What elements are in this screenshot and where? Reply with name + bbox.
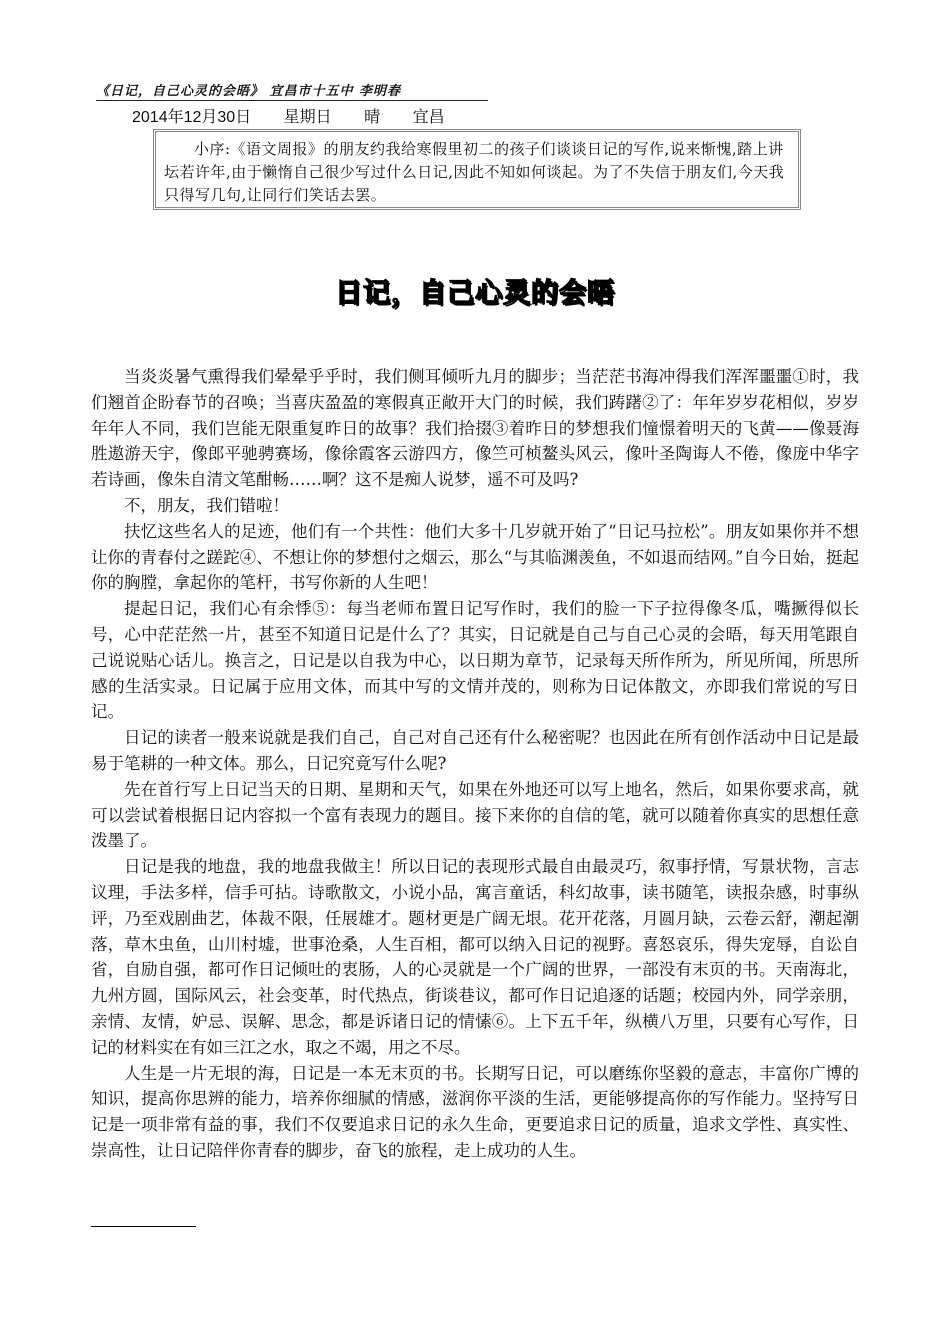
paragraph: 提起日记，我们心有余悸⑤：每当老师布置日记写作时，我们的脸一下子拉得像冬瓜，嘴撅得似长号，心中茫茫然一片，甚至不知道日记是什么了？其实，日记就是自己与自己心灵的会晤，每天用笔跟自己说说贴心话儿。换言之，日记是以自我为中心，以日期为章节，记录每天所作所为，所见所闻，所思所感的生活实录。日记属于应用文体，而其中写的文情并茂的，则称为日记体散文，亦即我们常说的写日记。 [91,599,859,722]
article-body [91,364,859,1164]
dateline [132,104,473,127]
paragraph: 不，朋友，我们错啦！ [124,495,289,515]
weather-text: 晴 [364,109,381,126]
weekday-text: 星期日 [283,109,332,126]
preface-box [153,129,801,210]
paragraph: 日记的读者一般来说就是我们自己，自己对自己还有什么秘密呢？也因此在所有创作活动中日记是最易于笔耕的一种文体。那么，日记究竟写什么呢? [91,728,859,773]
footnote-divider [91,1226,196,1227]
paragraph: 扶忆这些名人的足迹，他们有一个共性：他们大多十几岁就开始了“日记马拉松”。朋友如果你并不想让你的青春付之蹉跎④、不想让你的梦想付之烟云，那么“与其临渊羡鱼，不如退而结网。”自今日始，挺起你的胸膛，拿起你的笔杆，书写你新的人生吧！ [91,521,859,593]
date-text: 2014年12月30日 [132,109,252,126]
header-byline: 《日记，自己心灵的会晤》 宜昌市十五中 李明春 [96,80,488,101]
paragraph: 人生是一片无垠的海，日记是一本无末页的书。长期写日记，可以磨练你坚毅的意志，丰富你广博的知识，提高你思辨的能力，培养你细腻的情感，滋润你平淡的生活，更能够提高你的写作能力。坚持写日记是一项非常有益的事，我们不仅要追求日记的永久生命，更要追求日记的质量，追求文学性、真实性、崇高性，让日记陪伴你青春的脚步，奋飞的旅程，走上成功的人生。 [91,1063,859,1160]
preface-text: 小序:《语文周报》的朋友约我给寒假里初二的孩子们谈谈日记的写作,说来惭愧,踏上讲坛若许年,由于懒惰自己很少写过什么日记,因此不知如何谈起。为了不失信于朋友们,今天我只得写几句,让同行们笑话去罢。 [164,140,785,204]
article-title: 日记，自己心灵的会晤 [335,278,615,309]
place-text: 宜昌 [412,109,445,126]
paragraph: 日记是我的地盘，我的地盘我做主！所以日记的表现形式最自由最灵巧，叙事抒情，写景状物，言志议理，手法多样，信手可拈。诗歌散文，小说小品，寓言童话，科幻故事，读书随笔，读报杂感，时事纵评，乃至戏剧曲艺，体裁不限，任展雄才。题材更是广阔无垠。花开花落，月圆月缺，云卷云舒，潮起潮落，草木虫鱼，山川村墟，世事沧桑，人生百相，都可以纳入日记的视野。喜怒哀乐，得失宠辱，自讼自省，自励自强，都可作日记倾吐的衷肠，人的心灵就是一个广阔的世界，一部没有末页的书。天南海北，九州方圆，国际风云，社会变革，时代热点，街谈巷议，都可作日记追逐的话题；校园内外，同学亲朋，亲情、友情，妒忌、误解、思念，都是诉诸日记的情愫⑥。上下五千年，纵横八万里，只要有心写作，日记的材料实在有如三江之水，取之不竭，用之不尽。 [91,857,859,1057]
paragraph: 先在首行写上日记当天的日期、星期和天气，如果在外地还可以写上地名，然后，如果你要求高，就可以尝试着根据日记内容拟一个富有表现力的题目。接下来你的自信的笔，就可以随着你真实的思想任意泼墨了。 [91,779,859,851]
paragraph: 当炎炎暑气熏得我们晕晕乎乎时，我们侧耳倾听九月的脚步；当茫茫书海冲得我们浑浑噩噩①时，我们翘首企盼春节的召唤；当喜庆盈盈的寒假真正敞开大门的时候，我们踌躇②了：年年岁岁花相似，岁岁年年人不同，我们岂能无限重复昨日的故事？我们拾掇③着昨日的梦想我们憧憬着明天的飞黄——像聂海胜遨游天宇，像郎平驰骋赛场，像徐霞客云游四方，像竺可桢鳌头风云，像叶圣陶诲人不倦，像庞中华字若诗画，像朱自清文笔酣畅……啊？这不是痴人说梦，遥不可及吗? [91,367,859,490]
